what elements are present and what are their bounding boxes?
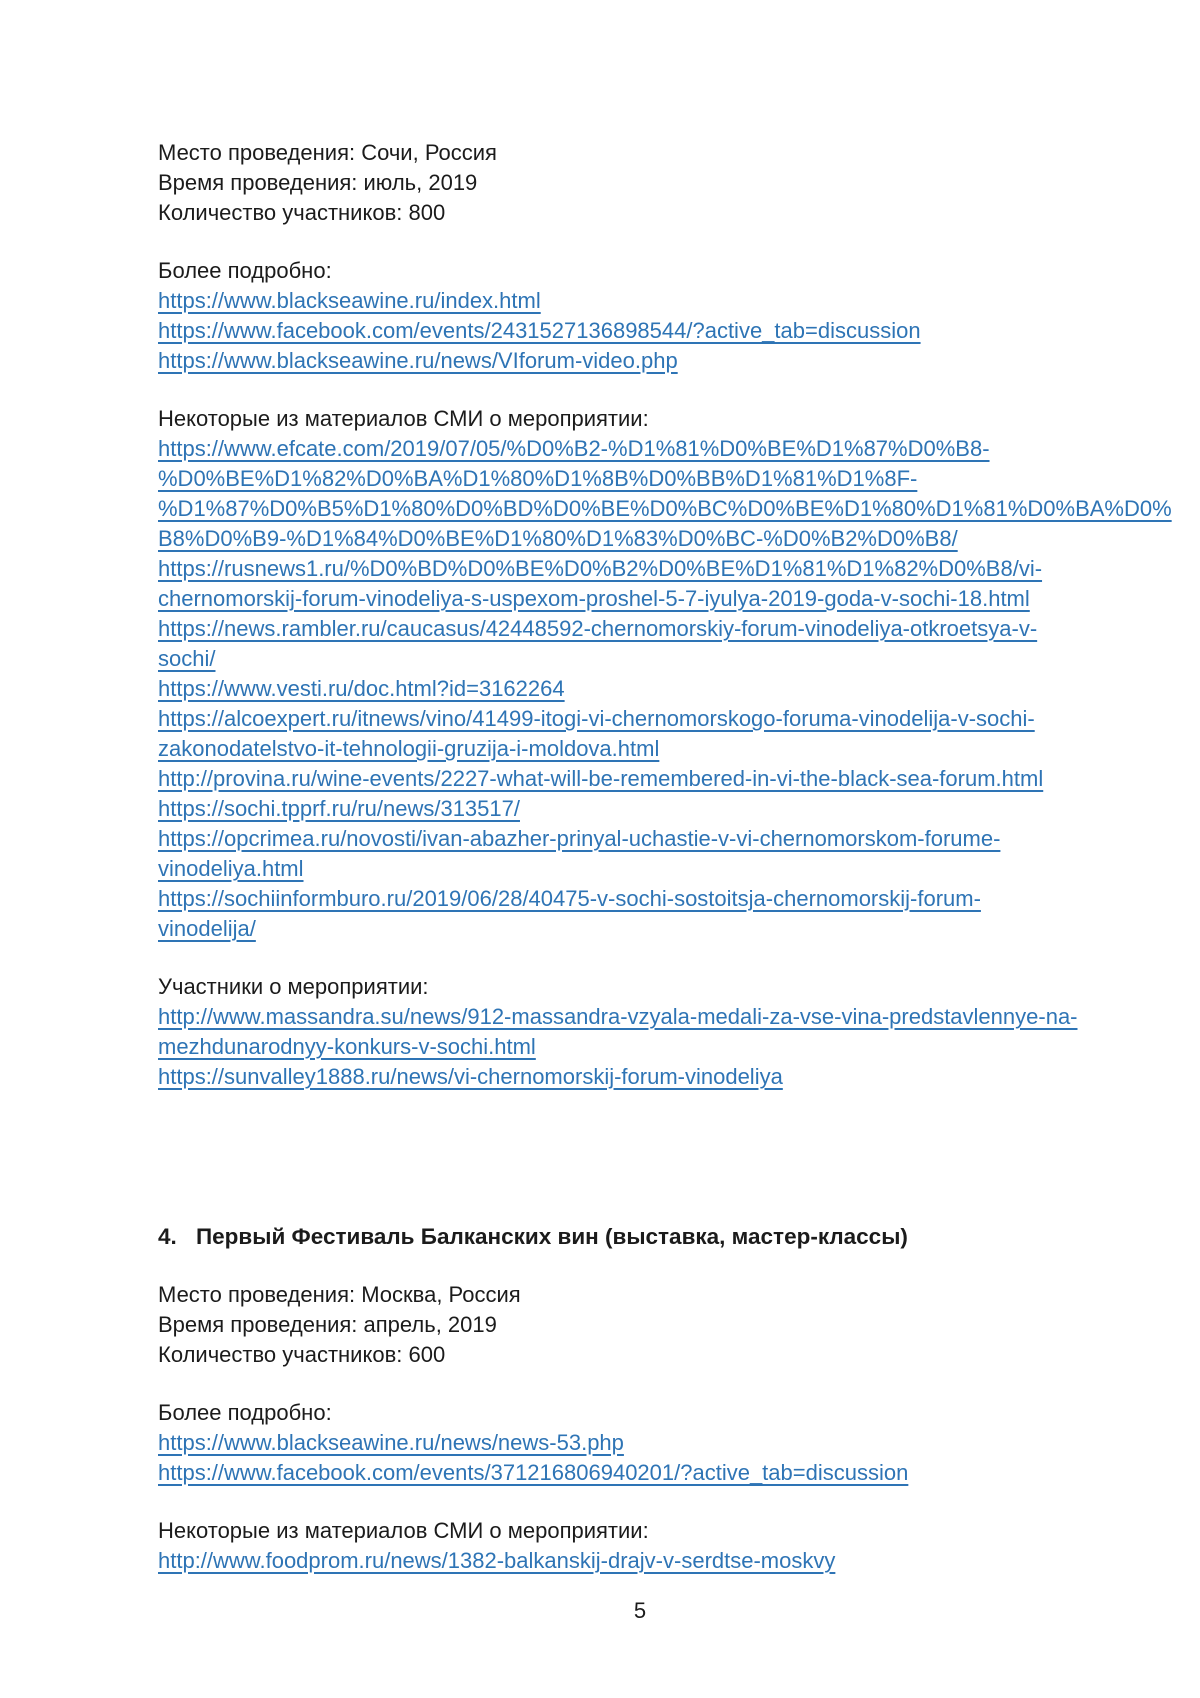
paragraph-spacer	[158, 1370, 1160, 1398]
hyperlink[interactable]: http://provina.ru/wine-events/2227-what-will-be-remembered-in-vi-the-black-sea-forum.html	[158, 766, 1044, 791]
paragraph-spacer	[158, 1092, 1160, 1222]
section-title: Первый Фестиваль Балканских вин (выставка, мастер-классы)	[196, 1224, 908, 1249]
hyperlink[interactable]: http://www.massandra.su/news/912-massandra-vzyala-medali-za-vse-vina-predstavlennye-na-	[158, 1004, 1078, 1029]
hyperlink[interactable]: https://sochiinformburo.ru/2019/06/28/40475-v-sochi-sostoitsja-chernomorskij-forum-	[158, 886, 981, 911]
hyperlink-line	[158, 884, 1160, 914]
hyperlink-line	[158, 704, 1160, 734]
hyperlink[interactable]: %D0%BE%D1%82%D0%BA%D1%80%D1%8B%D0%BB%D1%81%D1%8F-	[158, 466, 918, 491]
hyperlink-line	[158, 524, 1160, 554]
hyperlink[interactable]: https://www.blackseawine.ru/index.html	[158, 288, 541, 313]
hyperlink-line	[158, 1032, 1160, 1062]
paragraph-spacer	[158, 1252, 1160, 1280]
hyperlink-line	[158, 794, 1160, 824]
hyperlink[interactable]: zakonodatelstvo-it-tehnologii-gruzija-i-moldova.html	[158, 736, 660, 761]
hyperlink-line	[158, 346, 1160, 376]
hyperlink[interactable]: https://rusnews1.ru/%D0%BD%D0%BE%D0%B2%D0%BE%D1%81%D1%82%D0%B8/vi-	[158, 556, 1043, 581]
paragraph-spacer	[158, 944, 1160, 972]
body-text-line: Более подробно:	[158, 1400, 332, 1425]
hyperlink-line	[158, 286, 1160, 316]
hyperlink[interactable]: B8%D0%B9-%D1%84%D0%BE%D1%80%D1%83%D0%BC-%D0%B2%D0%B8/	[158, 526, 958, 551]
hyperlink-line	[158, 1428, 1160, 1458]
body-text-line: Количество участников: 600	[158, 1342, 446, 1367]
hyperlink-line	[158, 464, 1160, 494]
hyperlink-line	[158, 1002, 1160, 1032]
hyperlink[interactable]: mezhdunarodnyy-konkurs-v-sochi.html	[158, 1034, 536, 1059]
body-text-line: Более подробно:	[158, 258, 332, 283]
hyperlink-line	[158, 644, 1160, 674]
body-text-line: Время проведения: июль, 2019	[158, 170, 478, 195]
paragraph-spacer	[158, 228, 1160, 256]
body-text-line: Время проведения: апрель, 2019	[158, 1312, 497, 1337]
body-text-line: Количество участников: 800	[158, 200, 446, 225]
hyperlink-line	[158, 554, 1160, 584]
hyperlink[interactable]: http://www.foodprom.ru/news/1382-balkanskij-drajv-v-serdtse-moskvy	[158, 1548, 836, 1573]
hyperlink-line	[158, 614, 1160, 644]
section-number: 4.	[158, 1224, 177, 1249]
hyperlink[interactable]: sochi/	[158, 646, 216, 671]
hyperlink[interactable]: chernomorskij-forum-vinodeliya-s-uspexom-proshel-5-7-iyulya-2019-goda-v-sochi-18.html	[158, 586, 1030, 611]
hyperlink-line	[158, 316, 1160, 346]
hyperlink-line	[158, 674, 1160, 704]
hyperlink[interactable]: https://opcrimea.ru/novosti/ivan-abazher-prinyal-uchastie-v-vi-chernomorskom-forume-	[158, 826, 1001, 851]
hyperlink-line	[158, 1458, 1160, 1488]
section-heading	[158, 1222, 1160, 1252]
hyperlink[interactable]: https://www.vesti.ru/doc.html?id=3162264	[158, 676, 565, 701]
body-text-line: Место проведения: Сочи, Россия	[158, 140, 497, 165]
hyperlink-line	[158, 824, 1160, 854]
hyperlink[interactable]: https://sunvalley1888.ru/news/vi-chernomorskij-forum-vinodeliya	[158, 1064, 783, 1089]
hyperlink-line	[158, 1546, 1160, 1576]
hyperlink-line	[158, 914, 1160, 944]
hyperlink-line	[158, 854, 1160, 884]
hyperlink[interactable]: https://sochi.tpprf.ru/ru/news/313517/	[158, 796, 520, 821]
paragraph-spacer	[158, 1488, 1160, 1516]
body-text-line: Некоторые из материалов СМИ о мероприятии:	[158, 406, 649, 431]
hyperlink[interactable]: https://news.rambler.ru/caucasus/42448592-chernomorskiy-forum-vinodeliya-otkroetsya-v-	[158, 616, 1038, 641]
hyperlink[interactable]: https://www.facebook.com/events/2431527136898544/?active_tab=discussion	[158, 318, 921, 343]
hyperlink-line	[158, 494, 1172, 524]
page-content	[158, 138, 1172, 1576]
body-text-line: Место проведения: Москва, Россия	[158, 1282, 521, 1307]
hyperlink[interactable]: https://www.blackseawine.ru/news/VIforum-video.php	[158, 348, 678, 373]
hyperlink[interactable]: https://www.efcate.com/2019/07/05/%D0%B2-%D1%81%D0%BE%D1%87%D0%B8-	[158, 436, 990, 461]
hyperlink[interactable]: https://www.facebook.com/events/371216806940201/?active_tab=discussion	[158, 1460, 909, 1485]
page-footer	[158, 1598, 1122, 1624]
hyperlink[interactable]: https://alcoexpert.ru/itnews/vino/41499-itogi-vi-chernomorskogo-foruma-vinodelija-v-sochi-	[158, 706, 1035, 731]
hyperlink[interactable]: vinodeliya.html	[158, 856, 304, 881]
hyperlink-line	[158, 764, 1160, 794]
body-text-line: Участники о мероприятии:	[158, 974, 429, 999]
hyperlink-line	[158, 734, 1160, 764]
hyperlink[interactable]: vinodelija/	[158, 916, 256, 941]
page-number: 5	[633, 1598, 647, 1623]
hyperlink-line	[158, 1062, 1160, 1092]
paragraph-spacer	[158, 376, 1160, 404]
body-text-line: Некоторые из материалов СМИ о мероприятии:	[158, 1518, 649, 1543]
hyperlink-line	[158, 434, 1160, 464]
hyperlink[interactable]: %D1%87%D0%B5%D1%80%D0%BD%D0%BE%D0%BC%D0%BE%D1%80%D1%81%D0%BA%D0%	[158, 496, 1172, 521]
hyperlink[interactable]: https://www.blackseawine.ru/news/news-53.php	[158, 1430, 624, 1455]
hyperlink-line	[158, 584, 1160, 614]
